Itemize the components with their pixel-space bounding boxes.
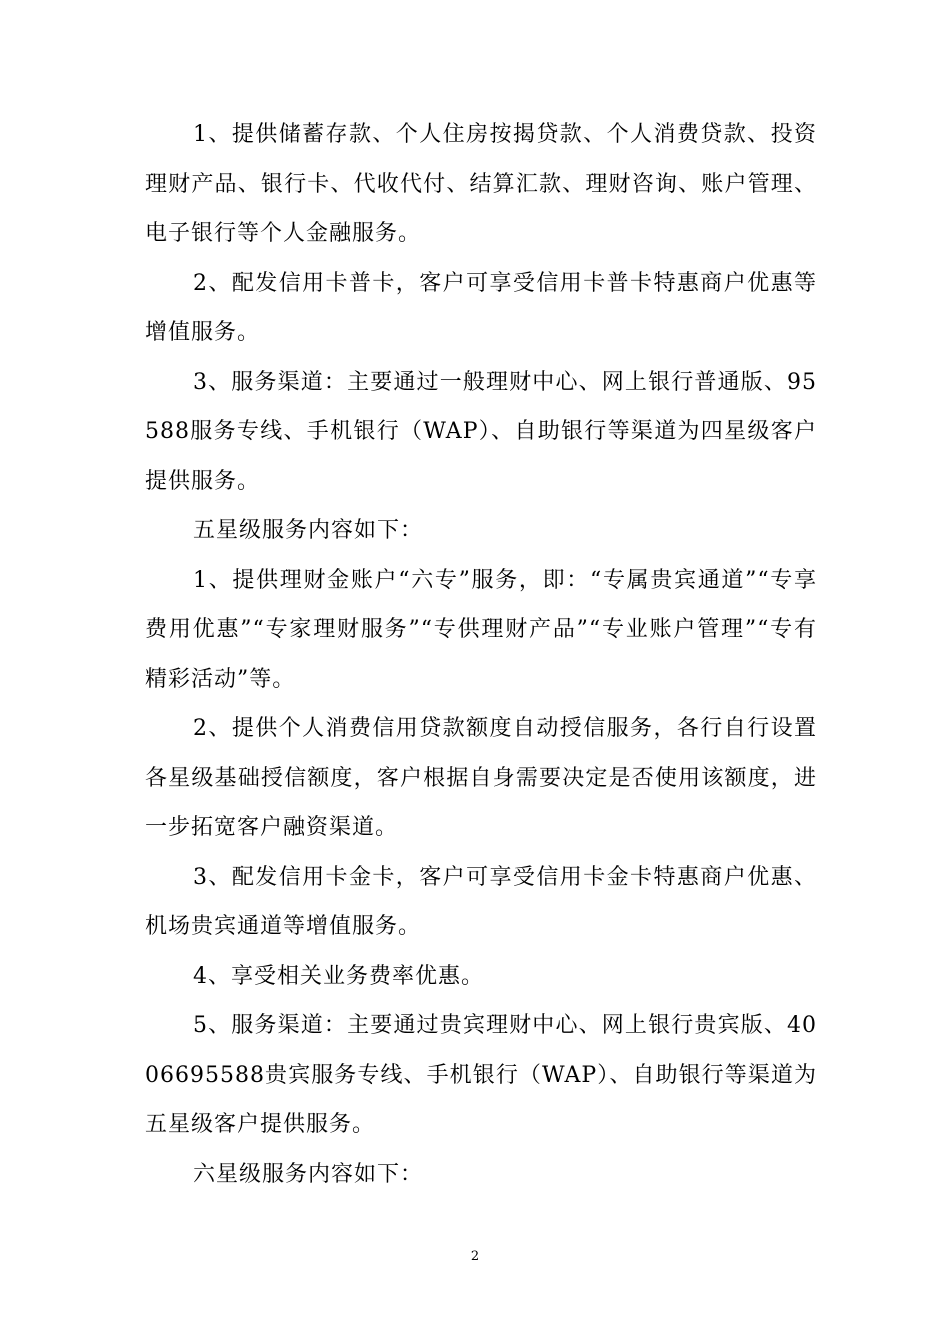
page-number: 2	[470, 1249, 480, 1264]
paragraph-four-star-item-2: 2、配发信用卡普卡，客户可享受信用卡普卡特惠商户优惠等增值服务。	[145, 270, 817, 345]
paragraph-five-star-item-5: 5、服务渠道：主要通过贵宾理财中心、网上银行贵宾版、4006695588贵宾服务专线、手机银行（WAP）、自助银行等渠道为五星级客户提供服务。	[145, 1013, 817, 1137]
paragraph-six-star-heading: 六星级服务内容如下：	[193, 1161, 424, 1187]
paragraph-five-star-item-2: 2、提供个人消费信用贷款额度自动授信服务，各行自行设置各星级基础授信额度，客户根据自身需要决定是否使用该额度，进一步拓宽客户融资渠道。	[145, 716, 817, 840]
document-body	[145, 110, 817, 1199]
paragraph-five-star-item-4: 4、享受相关业务费率优惠。	[193, 963, 484, 989]
paragraph-four-star-item-3: 3、服务渠道：主要通过一般理财中心、网上银行普通版、95588服务专线、手机银行（WAP）、自助银行等渠道为四星级客户提供服务。	[145, 369, 817, 494]
paragraph-five-star-item-1: 1、提供理财金账户“六专”服务，即：“专属贵宾通道”“专享费用优惠”“专家理财服务”“专供理财产品”“专业账户管理”“专有精彩活动”等。	[145, 567, 817, 692]
paragraph-five-star-heading: 五星级服务内容如下：	[193, 518, 424, 543]
paragraph-five-star-item-3: 3、配发信用卡金卡，客户可享受信用卡金卡特惠商户优惠、机场贵宾通道等增值服务。	[145, 864, 817, 939]
paragraph-four-star-item-1: 1、提供储蓄存款、个人住房按揭贷款、个人消费贷款、投资理财产品、银行卡、代收代付、结算汇款、理财咨询、账户管理、电子银行等个人金融服务。	[145, 122, 817, 246]
